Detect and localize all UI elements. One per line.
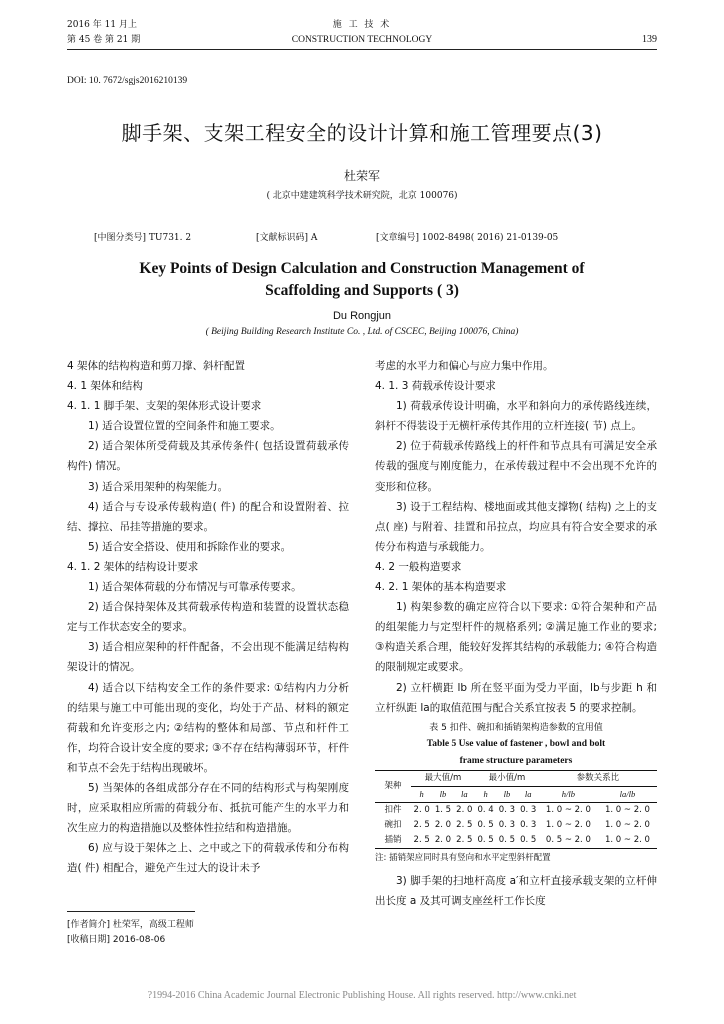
right-column-text [375,356,657,718]
paragraph: 5) 适合安全搭设、使用和拆除作业的要求。 [88,540,292,553]
paragraph: 2) 适合保持架体及其荷载承传构造和装置的设置状态稳定与工作状态安全的要求。 [67,601,349,634]
col-subheader: lb [503,788,511,799]
section-heading: 4. 1 架体和结构 [67,380,143,393]
english-title-line1: Key Points of Design Calculation and Construction Management of [139,260,585,277]
paragraph: 4) 适合与专设承传载构造( 件) 的配合和设置附着、拉结、撑拉、吊挂等措施的要求。 [67,500,349,533]
paper-title: 脚手架、支架工程安全的设计计算和施工管理要点(3) [121,121,603,145]
table-cell: 2. 5 [413,834,430,845]
article-number: [文章编号] 1002-8498( 2016) 21-0139-05 [376,233,559,243]
table-cell: 1. 0 ~ 2. 0 [604,819,650,830]
table-cell: 1. 5 [434,804,452,815]
header-date: 2016 年 11 月上 [67,20,137,30]
col-subheader: h [483,788,488,799]
paragraph: 考虑的水平力和偏心与应力集中作用。 [375,360,554,372]
header-journal-en: CONSTRUCTION TECHNOLOGY [291,35,433,45]
english-title [80,258,644,302]
table-cell: 1. 0 ~ 2. 0 [604,804,650,815]
table-cell: 0. 5 ~ 2. 0 [545,834,591,845]
paragraph: 5) 当架体的各组成部分存在不同的结构形式与构架刚度时，应采取相应所需的荷载分布、抵抗可能产生的水平力和次生应力的构造措施以及整体性拉结和构造措施。 [67,781,349,835]
footnote-rule [67,911,195,912]
table-cell: 2. 5 [456,819,473,830]
table-row [375,818,657,833]
col-subheader: la [460,788,468,799]
table-cell: 2. 0 [456,804,473,815]
header-page-number: 139 [642,34,657,45]
col-header-type: 架种 [384,780,402,791]
paragraph: 2) 适合架体所受荷载及其承传条件( 包括设置荷载承传构件) 情况。 [67,440,349,473]
document-code: [文献标识码] A [256,233,318,243]
author-bio: [作者简介] 杜荣军，高级工程师 [67,920,194,930]
paragraph: 6) 应与设于架体之上、之中或之下的荷载承传和分布构造( 件) 相配合，避免产生过大的设计未予 [67,842,349,875]
col-subheader: la [524,788,532,799]
table-caption-en-2: frame structure parameters [459,755,573,766]
col-group-min: 最小值/m [475,770,539,786]
paragraph: 1) 构架参数的确定应符合以下要求: ①符合架种和产品的组架能力与定型杆件的规格系列; ②满足施工作业的要求; ③构造关系合理，能较好发挥其结构的承载能力; ④符合构造的限制规定或要求。 [375,601,657,674]
table-row [375,802,657,818]
english-author: Du Rongjun [332,310,392,322]
table-cell: 0. 5 [520,834,537,845]
header-journal-cn: 施 工 技 术 [332,20,392,30]
paragraph: 2) 位于荷载承传路线上的杆件和节点具有可满足安全承传载的强度与刚度能力，在承传载过程中不会出现不允许的变形和位移。 [375,440,657,493]
left-column [67,356,349,878]
paragraph: 1) 适合设置位置的空间条件和施工要求。 [88,420,281,433]
col-group-ratio: 参数关系比 [539,770,657,786]
parameter-table [375,770,657,849]
table-cell: 0. 3 [520,804,537,815]
table-row [375,833,657,849]
paragraph: 3) 适合采用架种的构架能力。 [88,480,229,493]
table-cell: 0. 5 [498,834,516,845]
doi: DOI: 10. 7672/sgjs2016210139 [67,76,188,86]
paragraph: 1) 适合架体荷载的分布情况与可靠承传要求。 [88,581,302,594]
received-date: [收稿日期] 2016-08-06 [67,935,166,945]
affiliation: ( 北京中建建筑科学技术研究院，北京 100076) [266,191,458,201]
paragraph: 3) 设于工程结构、楼地面或其他支撑物( 结构) 之上的支点( 座) 与附着、挂置和吊拉点，均应具有符合安全要求的承传分布构造与承载能力。 [375,500,657,553]
footnote [67,918,194,948]
table-cell: 1. 0 ~ 2. 0 [545,804,591,815]
col-group-max: 最大值/m [411,770,475,786]
section-heading: 4. 2. 1 架体的基本构造要求 [375,581,507,594]
header-volume: 第 45 卷 第 21 期 [67,35,141,45]
clc-number: [中图分类号] TU731. 2 [94,233,192,243]
table-cell: 2. 0 [434,819,452,830]
table-cell: 2. 5 [413,819,430,830]
col-subheader: lb [439,788,447,799]
table-caption-cn: 表 5 扣件、碗扣和插销架构造参数的宜用值 [429,722,603,733]
table-cell: 1. 0 ~ 2. 0 [604,834,650,845]
table-cell: 2. 0 [413,804,430,815]
paragraph: 1) 荷载承传设计明确，水平和斜向力的承传路线连续，斜杆不得装设于无横杆承传其作用的立杆连接( 节) 点上。 [375,400,657,433]
section-heading: 4. 1. 2 架体的结构设计要求 [67,560,199,573]
author: 杜荣军 [343,169,380,183]
col-subheader: h/lb [561,788,576,799]
table-note: 注: 插销架应同时具有竖向和水平定型斜杆配置 [375,852,551,863]
section-heading: 4. 1. 3 荷载承传设计要求 [375,380,496,393]
section-heading: 4. 2 一般构造要求 [375,560,462,573]
col-subheader: la/lb [619,788,636,799]
table-cell: 1. 0 ~ 2. 0 [545,819,591,830]
table-cell: 2. 0 [434,834,452,845]
section-heading: 4. 1. 1 脚手架、支架的架体形式设计要求 [67,400,262,413]
section-heading: 4 架体的结构构造和剪刀撑、斜杆配置 [67,360,246,372]
col-subheader: h [419,788,424,799]
header-rule [67,49,657,50]
copyright-line: ?1994-2016 China Academic Journal Electronic Publishing House. All rights reserved. http://www.cnki.net [147,990,577,1001]
table-cell: 2. 5 [456,834,473,845]
row-label: 扣件 [384,804,402,815]
table-cell: 0. 3 [498,819,516,830]
english-title-line2: Scaffolding and Supports ( 3) [265,282,459,299]
table-5 [375,720,657,865]
table-cell: 0. 4 [477,804,494,815]
paragraph: 4) 适合以下结构安全工作的条件要求: ①结构内力分析的结果与施工中可能出现的变化，均处于产品、材料的额定荷载和允许变形之内; ②结构的整体和局部、节点和杆件工作，均符合设计安全度的要求; ③不存在结构薄弱环节，杆件和节点不会先于结构出现破坏。 [67,681,349,774]
table-cell: 0. 5 [477,819,494,830]
table-caption-en-1: Table 5 Use value of fastener , bowl and bolt [426,738,606,749]
row-label: 碗扣 [384,819,402,830]
right-column [375,356,657,911]
row-label: 插销 [384,834,402,845]
paragraph: 2) 立杆横距 lb 所在竖平面为受力平面，lb与步距 h 和立杆纵距 la的取值范围与配合关系宜按表 5 的要求控制。 [375,681,657,714]
table-cell: 0. 3 [520,819,537,830]
table-cell: 0. 5 [477,834,494,845]
table-cell: 0. 3 [498,804,516,815]
paragraph: 3) 适合相应架种的杆件配备，不会出现不能满足结构构架设计的情况。 [67,641,349,674]
paragraph: 3) 脚手架的扫地杆高度 a′和立杆直接承载支架的立杆伸出长度 a 及其可调支座丝杆工作长度 [375,874,657,907]
english-affiliation: ( Beijing Building Research Institute Co. , Ltd. of CSCEC, Beijing 100076, China) [205,327,519,337]
